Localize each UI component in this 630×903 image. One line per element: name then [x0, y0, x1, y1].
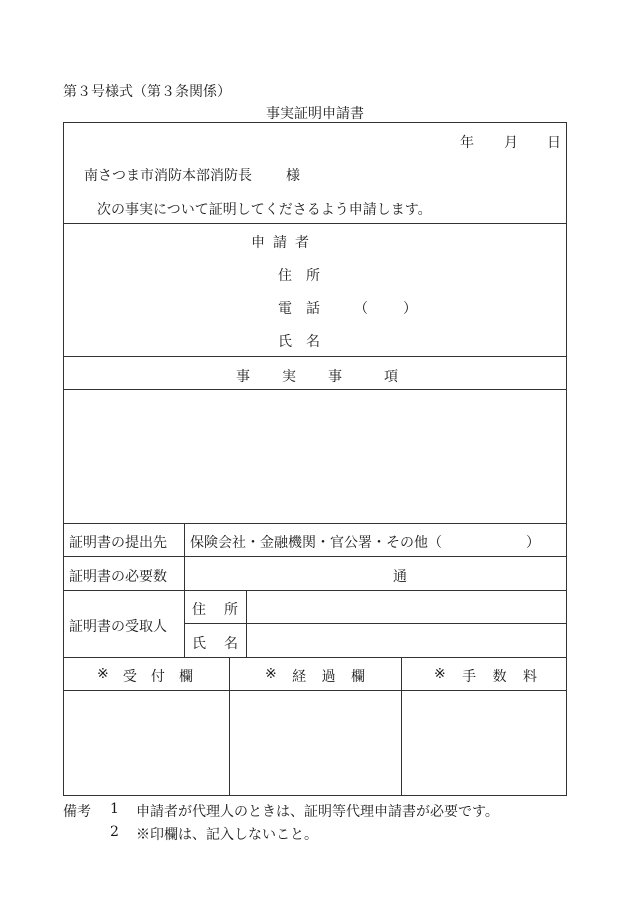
divider-recipient-rows — [184, 623, 567, 624]
progress-heading-mark: ※ — [265, 666, 277, 682]
column-divider-office-1 — [229, 657, 230, 796]
date-day-label: 日 — [547, 135, 561, 151]
progress-heading-char-1: 経 — [292, 669, 307, 685]
date-year-label: 年 — [460, 135, 474, 151]
divider-facts-body — [63, 523, 567, 524]
fee-heading-char-3: 料 — [523, 669, 537, 685]
divider-office-header — [63, 690, 567, 691]
progress-heading-char-3: 欄 — [351, 669, 365, 685]
note-text: ※印欄は、記入しないこと。 — [136, 827, 318, 843]
applicant-name-label: 氏名 — [278, 334, 334, 350]
request-statement: 次の事実について証明してくださるよう申請します。 — [97, 202, 432, 218]
fee-heading-char-2: 数 — [492, 669, 507, 685]
fee-heading — [434, 666, 537, 686]
reception-heading-char-3: 欄 — [178, 669, 193, 685]
note-number: 2 — [110, 824, 119, 840]
divider-destination — [63, 556, 567, 557]
column-divider-labels — [184, 523, 185, 657]
divider-applicant — [63, 356, 567, 357]
addressee-name: 南さつま市消防本部消防長 — [84, 168, 252, 184]
progress-heading — [265, 666, 365, 686]
recipient-name-label: 氏名 — [192, 636, 256, 652]
addressee-honorific: 様 — [286, 168, 300, 184]
destination-options: 保険会社・金融機関・官公署・その他（ ） — [190, 535, 540, 551]
recipient-address-label: 住所 — [192, 602, 256, 618]
divider-facts-header — [63, 389, 567, 390]
notes-heading: 備考 — [63, 804, 91, 820]
copies-label: 証明書の必要数 — [69, 569, 167, 585]
copies-unit: 通 — [393, 569, 407, 585]
note-text: 申請者が代理人のときは、証明等代理申請書が必要です。 — [136, 804, 499, 820]
column-divider-office-2 — [401, 657, 402, 796]
addressee — [84, 165, 300, 185]
facts-heading-char-1: 事 — [236, 369, 250, 385]
reception-heading — [97, 666, 193, 686]
applicant-phone-label: 電話 — [278, 301, 334, 317]
divider-copies — [63, 590, 567, 591]
progress-heading-char-2: 過 — [321, 669, 336, 685]
divider-request — [63, 223, 567, 224]
fee-heading-char-1: 手 — [462, 669, 477, 685]
reception-heading-mark: ※ — [97, 666, 109, 682]
facts-heading-char-4: 項 — [384, 369, 398, 385]
recipient-label: 証明書の受取人 — [69, 619, 167, 635]
facts-heading-char-3: 事 — [328, 369, 342, 385]
phone-paren-close: ） — [403, 301, 417, 317]
divider-recipient — [63, 657, 567, 658]
phone-paren-open: （ — [354, 301, 368, 317]
document-title: 事実証明申請書 — [266, 106, 364, 122]
destination-label: 証明書の提出先 — [69, 535, 167, 551]
applicant-heading: 申請者 — [251, 235, 317, 251]
reception-heading-char-2: 付 — [150, 669, 165, 685]
note-number: 1 — [110, 801, 119, 817]
date-month-label: 月 — [504, 135, 518, 151]
facts-heading-char-2: 実 — [282, 369, 296, 385]
fee-heading-mark: ※ — [434, 666, 446, 682]
applicant-address-label: 住所 — [278, 268, 334, 284]
form-number: 第３号様式（第３条関係） — [63, 84, 231, 100]
reception-heading-char-1: 受 — [122, 669, 137, 685]
